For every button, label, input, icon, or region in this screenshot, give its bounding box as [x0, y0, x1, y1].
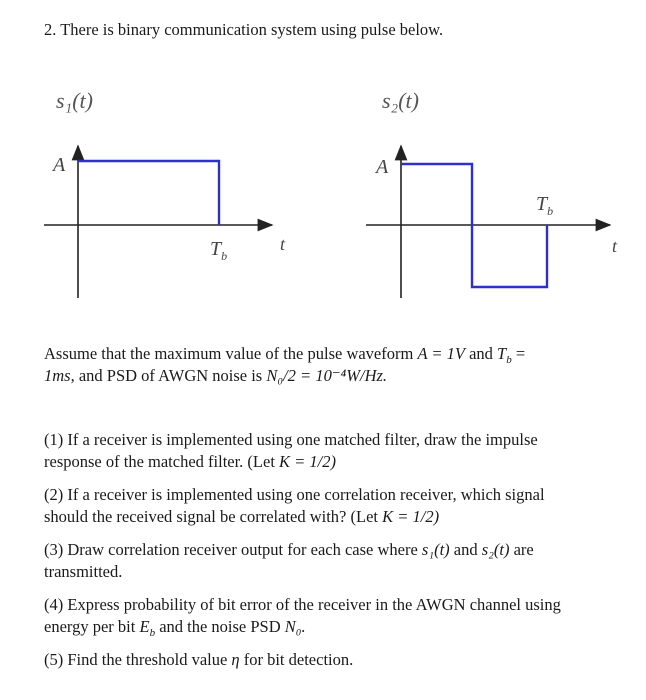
question-5-eta: η	[231, 650, 240, 669]
assumption-line-2	[44, 366, 387, 386]
s1-tb-label: $T_b$	[210, 238, 228, 263]
question-4-eb: $E_b$	[139, 617, 156, 639]
question-3-line-1	[44, 540, 534, 560]
question-3-s1: s₁(t)	[421, 540, 450, 559]
tb-symbol: $T_b$	[497, 344, 512, 366]
question-1-line-1: (1) If a receiver is implemented using one matched filter, draw the impulse	[44, 430, 538, 449]
question-5-suffix: for bit detection.	[243, 650, 354, 669]
question-1-line-2	[44, 452, 336, 472]
assumption-prefix: Assume that the maximum value of the pulse waveform	[44, 344, 414, 363]
question-3-line-2: transmitted.	[44, 562, 123, 581]
question-3-prefix: (3) Draw correlation receiver output for each case where	[44, 540, 418, 559]
assumption-and: and	[469, 344, 493, 363]
s1-amplitude-label: A	[53, 154, 66, 176]
question-2-line-1: (2) If a receiver is implemented using one correlation receiver, which signal	[44, 485, 545, 504]
question-2-line-2	[44, 507, 439, 527]
s2-tb-label: $T_b$	[536, 193, 554, 218]
question-2-k: K = 1/2)	[382, 507, 440, 526]
tb-equals: =	[515, 344, 526, 363]
assumption-mid: and PSD of AWGN noise is	[78, 366, 263, 385]
tb-value: 1ms,	[44, 366, 75, 385]
question-2-text: should the received signal be correlated with? (Let	[44, 507, 378, 526]
question-4-line-2	[44, 617, 306, 637]
question-4-noise-text: and the noise PSD	[159, 617, 281, 636]
question-3-and: and	[453, 540, 478, 559]
s2-label: s₂(t)	[382, 88, 419, 113]
question-5-prefix: (5) Find the threshold value	[44, 650, 228, 669]
s2-amplitude-label: A	[376, 156, 389, 178]
s1-pulse	[78, 161, 219, 225]
question-3-are: are	[513, 540, 534, 559]
pulse-figure	[0, 70, 646, 390]
question-1-k: K = 1/2)	[279, 452, 337, 471]
s1-time-label: t	[280, 234, 286, 254]
question-5-line	[44, 650, 353, 670]
s2-time-label: t	[612, 236, 618, 256]
amplitude-value: A = 1V	[417, 344, 465, 363]
question-4-line-1: (4) Express probability of bit error of the receiver in the AWGN channel using	[44, 595, 561, 614]
problem-heading: 2. There is binary communication system using pulse below.	[44, 20, 444, 39]
question-3-s2: s₂(t)	[481, 540, 510, 559]
s1-label: s₁(t)	[56, 88, 93, 113]
question-4-n0: N₀.	[284, 617, 306, 636]
noise-psd: N₀/2 = 10⁻⁴W/Hz.	[266, 366, 388, 385]
assumption-line-1	[44, 344, 525, 364]
question-4-prefix: energy per bit	[44, 617, 136, 636]
question-1-text: response of the matched filter. (Let	[44, 452, 275, 471]
